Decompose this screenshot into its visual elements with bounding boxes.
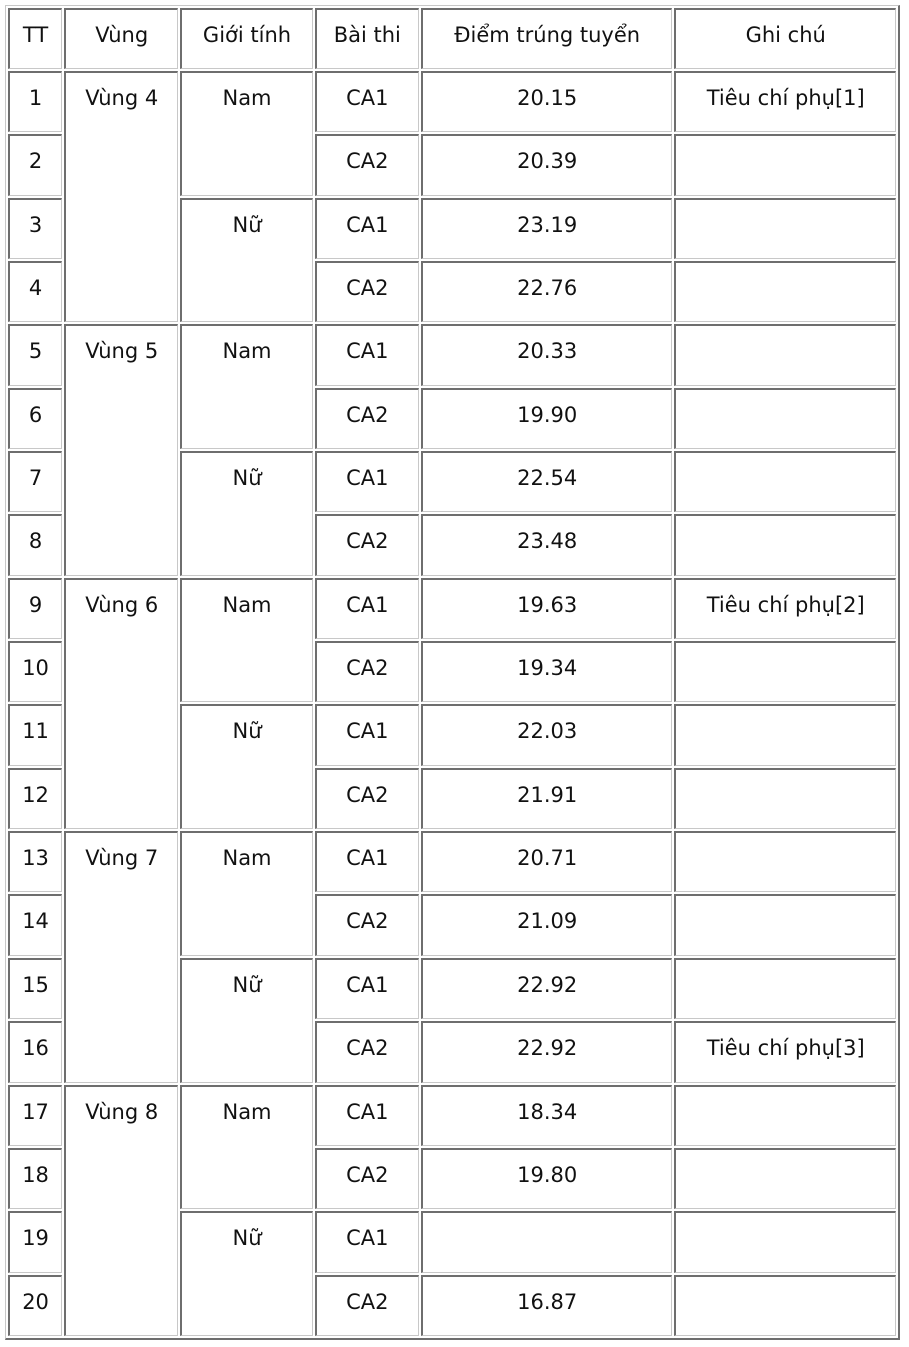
exam-cell: CA2: [315, 768, 419, 829]
table-row: [8, 71, 896, 132]
note-cell: [674, 324, 896, 385]
row-number: 10: [8, 641, 62, 702]
header-vung: Vùng: [64, 8, 178, 69]
score-cell: 16.87: [421, 1275, 673, 1336]
exam-cell: CA2: [315, 641, 419, 702]
gender-cell: Nữ: [180, 1211, 312, 1336]
gender-cell: Nam: [180, 1085, 312, 1210]
exam-cell: CA1: [315, 71, 419, 132]
exam-cell: CA2: [315, 261, 419, 322]
row-number: 18: [8, 1148, 62, 1209]
exam-cell: CA2: [315, 894, 419, 955]
gender-cell: Nữ: [180, 958, 312, 1083]
score-cell: 18.34: [421, 1085, 673, 1146]
header-ghi-chu: Ghi chú: [674, 8, 896, 69]
note-cell: Tiêu chí phụ[1]: [674, 71, 896, 132]
score-cell: 19.34: [421, 641, 673, 702]
row-number: 20: [8, 1275, 62, 1336]
gender-cell: Nữ: [180, 198, 312, 323]
exam-cell: CA1: [315, 198, 419, 259]
score-cell: 20.39: [421, 134, 673, 195]
note-cell: [674, 388, 896, 449]
region-cell: Vùng 8: [64, 1085, 178, 1337]
exam-cell: CA1: [315, 958, 419, 1019]
score-cell: 19.80: [421, 1148, 673, 1209]
note-cell: [674, 831, 896, 892]
row-number: 16: [8, 1021, 62, 1082]
exam-cell: CA1: [315, 451, 419, 512]
region-cell: Vùng 4: [64, 71, 178, 322]
score-cell: 20.71: [421, 831, 673, 892]
gender-cell: Nam: [180, 578, 312, 703]
exam-cell: CA2: [315, 514, 419, 575]
table-body: [8, 71, 896, 1336]
row-number: 4: [8, 261, 62, 322]
note-cell: [674, 958, 896, 1019]
gender-cell: Nam: [180, 831, 312, 956]
region-cell: Vùng 5: [64, 324, 178, 575]
score-cell: 21.91: [421, 768, 673, 829]
score-cell: 23.48: [421, 514, 673, 575]
note-cell: [674, 704, 896, 765]
note-cell: [674, 1085, 896, 1146]
row-number: 12: [8, 768, 62, 829]
exam-cell: CA1: [315, 1211, 419, 1272]
score-cell: 21.09: [421, 894, 673, 955]
region-cell: Vùng 7: [64, 831, 178, 1082]
gender-cell: Nam: [180, 324, 312, 449]
score-table: [5, 5, 900, 1340]
exam-cell: CA2: [315, 134, 419, 195]
row-number: 1: [8, 71, 62, 132]
exam-cell: CA1: [315, 578, 419, 639]
gender-cell: Nữ: [180, 451, 312, 576]
exam-cell: CA1: [315, 831, 419, 892]
row-number: 2: [8, 134, 62, 195]
note-cell: [674, 768, 896, 829]
table-row: [8, 831, 896, 892]
gender-cell: Nữ: [180, 704, 312, 829]
note-cell: Tiêu chí phụ[3]: [674, 1021, 896, 1082]
header-row: [8, 8, 896, 69]
table-row: [8, 1085, 896, 1146]
score-cell: 22.03: [421, 704, 673, 765]
note-cell: [674, 1211, 896, 1272]
score-cell: 22.92: [421, 1021, 673, 1082]
row-number: 5: [8, 324, 62, 385]
note-cell: [674, 261, 896, 322]
row-number: 17: [8, 1085, 62, 1146]
table-header: [8, 8, 896, 69]
note-cell: [674, 1275, 896, 1336]
row-number: 14: [8, 894, 62, 955]
score-cell: 19.63: [421, 578, 673, 639]
table-row: [8, 324, 896, 385]
gender-cell: Nam: [180, 71, 312, 196]
score-cell: 22.92: [421, 958, 673, 1019]
row-number: 6: [8, 388, 62, 449]
exam-cell: CA1: [315, 324, 419, 385]
exam-cell: CA1: [315, 1085, 419, 1146]
exam-cell: CA2: [315, 1275, 419, 1336]
exam-cell: CA1: [315, 704, 419, 765]
header-diem-trung-tuyen: Điểm trúng tuyển: [421, 8, 673, 69]
note-cell: [674, 451, 896, 512]
row-number: 8: [8, 514, 62, 575]
score-cell: 19.90: [421, 388, 673, 449]
score-cell: 20.15: [421, 71, 673, 132]
row-number: 15: [8, 958, 62, 1019]
row-number: 3: [8, 198, 62, 259]
table-row: [8, 578, 896, 639]
note-cell: [674, 134, 896, 195]
note-cell: [674, 894, 896, 955]
row-number: 9: [8, 578, 62, 639]
note-cell: [674, 198, 896, 259]
exam-cell: CA2: [315, 1148, 419, 1209]
header-bai-thi: Bài thi: [315, 8, 419, 69]
note-cell: [674, 514, 896, 575]
exam-cell: CA2: [315, 1021, 419, 1082]
row-number: 13: [8, 831, 62, 892]
exam-cell: CA2: [315, 388, 419, 449]
region-cell: Vùng 6: [64, 578, 178, 829]
note-cell: [674, 1148, 896, 1209]
row-number: 19: [8, 1211, 62, 1272]
header-gioi-tinh: Giới tính: [180, 8, 312, 69]
score-cell: 20.33: [421, 324, 673, 385]
note-cell: [674, 641, 896, 702]
row-number: 11: [8, 704, 62, 765]
score-cell: [421, 1211, 673, 1272]
row-number: 7: [8, 451, 62, 512]
score-cell: 22.54: [421, 451, 673, 512]
score-cell: 22.76: [421, 261, 673, 322]
note-cell: Tiêu chí phụ[2]: [674, 578, 896, 639]
score-cell: 23.19: [421, 198, 673, 259]
header-tt: TT: [8, 8, 62, 69]
